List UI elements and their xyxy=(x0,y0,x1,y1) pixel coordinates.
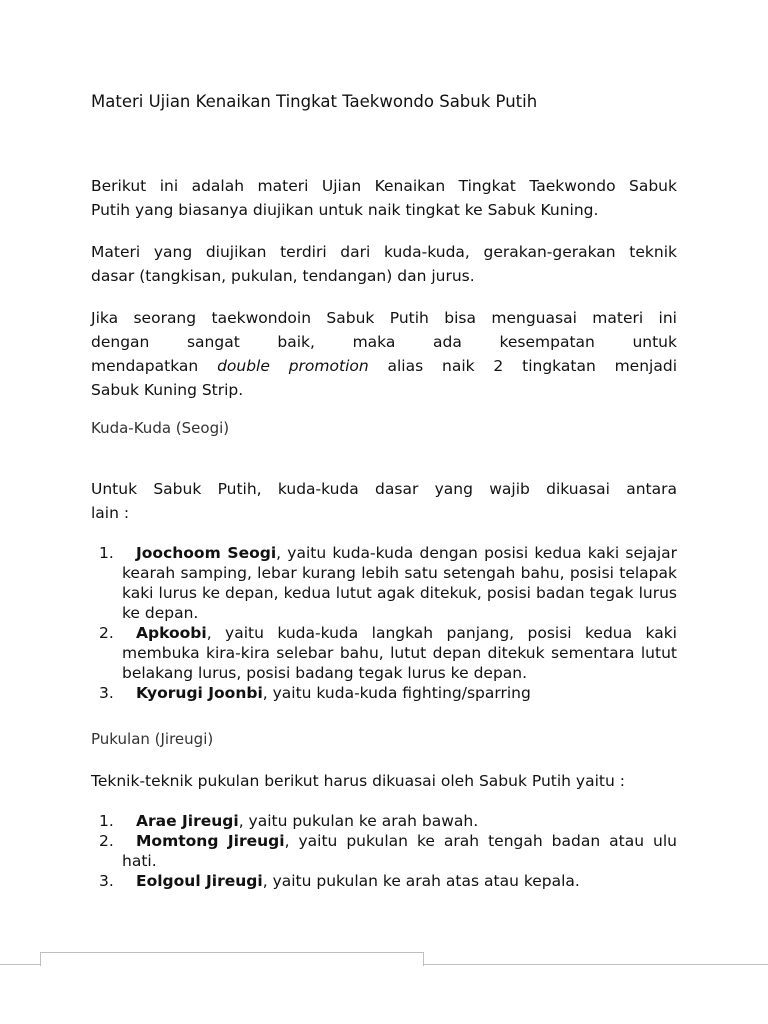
punches-list xyxy=(91,811,677,891)
list-term: Apkoobi xyxy=(136,624,207,642)
list-number: 1. xyxy=(99,544,114,562)
paragraph-line: dengan sangat baik, maka ada kesempatan untuk xyxy=(91,333,677,351)
paragraph-line: Teknik-teknik pukulan berikut harus dikuasai oleh Sabuk Putih yaitu : xyxy=(91,772,625,790)
list-description: , yaitu pukulan ke arah bawah. xyxy=(238,812,479,830)
list-item xyxy=(91,871,677,891)
list-term: Joochoom Seogi xyxy=(136,544,277,562)
list-description: , yaitu pukulan ke arah atas atau kepala. xyxy=(262,872,580,890)
intro-paragraph-1 xyxy=(91,174,677,222)
stances-list xyxy=(91,543,677,703)
list-item xyxy=(91,683,677,703)
list-number: 1. xyxy=(99,812,114,830)
list-number: 2. xyxy=(99,624,114,642)
paragraph-text: mendapatkan xyxy=(91,357,218,375)
list-number: 2. xyxy=(99,832,114,850)
paragraph-line xyxy=(91,354,677,378)
paragraph-text: alias naik 2 tingkatan menjadi xyxy=(368,357,677,375)
list-term: Eolgoul Jireugi xyxy=(136,872,263,890)
paragraph-line: Sabuk Kuning Strip. xyxy=(91,381,244,399)
paragraph-line: dasar (tangkisan, pukulan, tendangan) dan jurus. xyxy=(91,267,475,285)
section-heading-punches: Pukulan (Jireugi) xyxy=(91,730,214,748)
list-description: , yaitu kuda-kuda langkah panjang, posisi kedua kaki membuka kira-kira selebar bahu, lutut depan ditekuk sementara lutut belakang lurus, posisi badang tegak lurus ke depan. xyxy=(122,624,677,682)
emphasis-text: double promotion xyxy=(217,357,369,375)
list-item xyxy=(91,811,677,831)
list-term: Arae Jireugi xyxy=(136,812,239,830)
paragraph-line: Putih yang biasanya diujikan untuk naik tingkat ke Sabuk Kuning. xyxy=(91,201,599,219)
intro-paragraph-2 xyxy=(91,240,677,288)
paragraph-line: Berikut ini adalah materi Ujian Kenaikan Tingkat Taekwondo Sabuk xyxy=(91,177,677,195)
list-number: 3. xyxy=(99,684,114,702)
list-description: , yaitu kuda-kuda dengan posisi kedua kaki sejajar kearah samping, lebar kurang lebih satu setengah bahu, posisi telapak kaki lurus ke depan, kedua lutut agak ditekuk, posisi badan tegak lurus ke depan. xyxy=(122,544,677,622)
document-title: Materi Ujian Kenaikan Tingkat Taekwondo Sabuk Putih xyxy=(91,92,538,111)
list-term: Momtong Jireugi xyxy=(136,832,285,850)
list-description: , yaitu pukulan ke arah tengah badan atau ulu hati. xyxy=(122,832,677,870)
paragraph-line: lain : xyxy=(91,504,130,522)
intro-paragraph-3 xyxy=(91,306,677,402)
list-item xyxy=(91,623,677,683)
list-item xyxy=(91,831,677,871)
punches-intro xyxy=(91,769,677,793)
page-footer-box xyxy=(40,952,424,966)
stances-intro xyxy=(91,477,677,525)
list-number: 3. xyxy=(99,872,114,890)
list-term: Kyorugi Joonbi xyxy=(136,684,263,702)
paragraph-line: Untuk Sabuk Putih, kuda-kuda dasar yang wajib dikuasai antara xyxy=(91,480,677,498)
list-description: , yaitu kuda-kuda fighting/sparring xyxy=(262,684,531,702)
paragraph-line: Jika seorang taekwondoin Sabuk Putih bisa menguasai materi ini xyxy=(91,309,677,327)
list-item xyxy=(91,543,677,623)
section-heading-stances: Kuda-Kuda (Seogi) xyxy=(91,419,230,437)
paragraph-line: Materi yang diujikan terdiri dari kuda-kuda, gerakan-gerakan teknik xyxy=(91,243,677,261)
